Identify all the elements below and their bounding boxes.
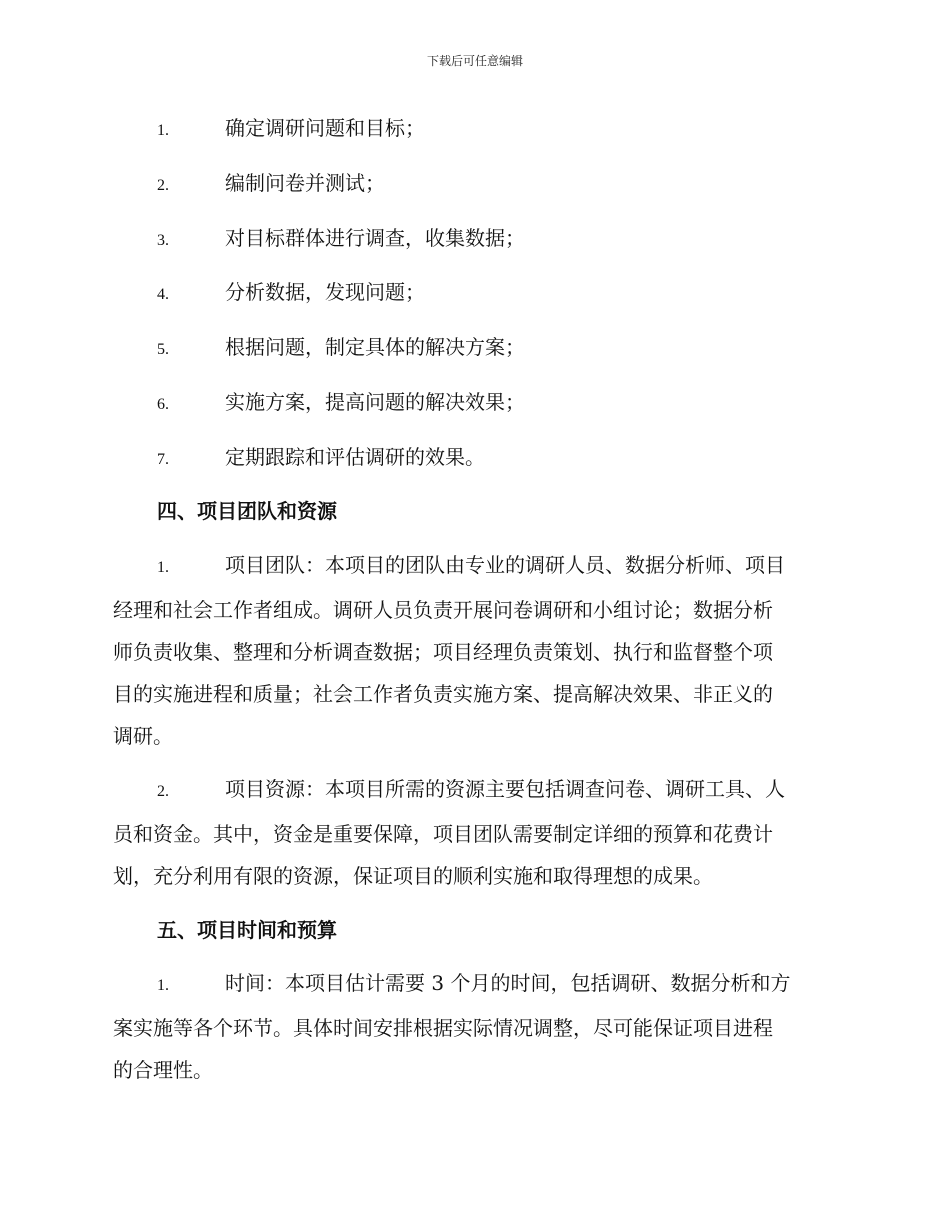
paragraph-line: 经理和社会工作者组成。调研人员负责开展问卷调研和小组讨论；数据分析	[113, 598, 773, 622]
step-item-6	[157, 388, 525, 419]
step-item-4	[157, 278, 425, 309]
section-heading-time-budget: 五、项目时间和预算	[157, 918, 337, 942]
step-item-7	[157, 443, 485, 474]
paragraph-team	[113, 544, 833, 757]
step-item-2	[157, 169, 385, 200]
step-text: 对目标群体进行调查，收集数据；	[225, 226, 525, 250]
paragraph-line: 2. 项目资源：本项目所需的资源主要包括调查问卷、调研工具、人	[113, 768, 833, 813]
paragraph-line: 师负责收集、整理和分析调查数据；项目经理负责策划、执行和监督整个项	[113, 640, 773, 664]
step-item-5	[157, 333, 525, 364]
step-number: 2.	[157, 177, 169, 194]
section-heading-team-resources: 四、项目团队和资源	[157, 499, 337, 523]
paragraph-number: 2.	[157, 783, 169, 800]
paragraph-line: 目的实施进程和质量；社会工作者负责实施方案、提高解决效果、非正义的	[113, 682, 773, 706]
paragraph-line: 1. 时间：本项目估计需要 3 个月的时间，包括调研、数据分析和方	[113, 962, 833, 1007]
step-text: 实施方案，提高问题的解决效果；	[225, 390, 525, 414]
step-item-3	[157, 224, 525, 255]
step-number: 4.	[157, 286, 169, 303]
paragraph-line: 调研。	[113, 724, 173, 748]
paragraph-time	[113, 962, 833, 1091]
paragraph-number: 1.	[157, 559, 169, 576]
paragraph-line: 的合理性。	[113, 1058, 213, 1082]
step-number: 7.	[157, 451, 169, 468]
step-item-1	[157, 114, 425, 145]
paragraph-line: 划，充分利用有限的资源，保证项目的顺利实施和取得理想的成果。	[113, 864, 713, 888]
step-text: 确定调研问题和目标；	[225, 116, 425, 140]
step-text: 分析数据，发现问题；	[225, 280, 425, 304]
paragraph-line: 案实施等各个环节。具体时间安排根据实际情况调整，尽可能保证项目进程	[113, 1016, 773, 1040]
paragraph-number: 1.	[157, 977, 169, 994]
step-text: 定期跟踪和评估调研的效果。	[225, 445, 485, 469]
step-text: 编制问卷并测试；	[225, 171, 385, 195]
paragraph-line: 员和资金。其中，资金是重要保障，项目团队需要制定详细的预算和花费计	[113, 822, 773, 846]
step-number: 1.	[157, 122, 169, 139]
step-text: 根据问题，制定具体的解决方案；	[225, 335, 525, 359]
step-number: 3.	[157, 232, 169, 249]
step-number: 5.	[157, 341, 169, 358]
step-number: 6.	[157, 396, 169, 413]
paragraph-resources	[113, 768, 833, 897]
paragraph-line: 1. 项目团队：本项目的团队由专业的调研人员、数据分析师、项目	[113, 544, 833, 589]
page-header-note: 下载后可任意编辑	[426, 54, 523, 68]
